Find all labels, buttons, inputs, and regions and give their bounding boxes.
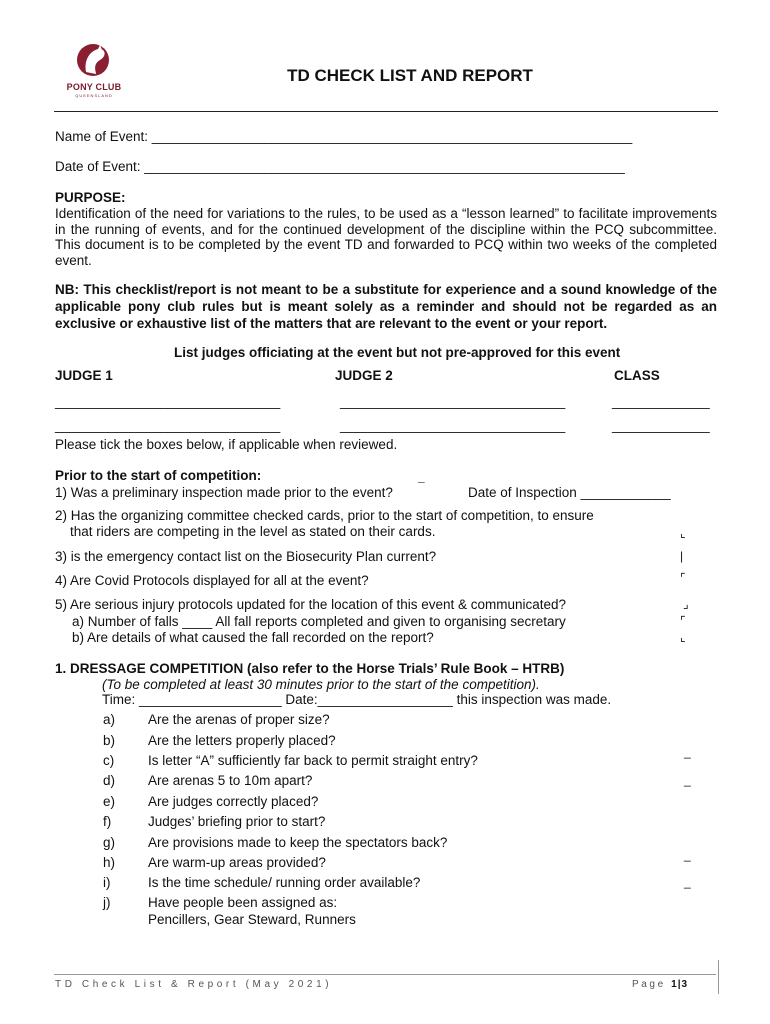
page-num: 1|3 (671, 979, 689, 990)
footer-divider (718, 960, 719, 994)
item-c-letter: c) (103, 753, 115, 768)
item-a-letter: a) (103, 712, 116, 727)
checkbox-q4[interactable]: ⌜ (680, 571, 686, 585)
judge1-field-2[interactable]: ______________________________ (55, 418, 281, 433)
page-label: Page (632, 979, 666, 990)
logo-sub: QUEENSLAND (75, 93, 113, 98)
page-title: TD CHECK LIST AND REPORT (287, 66, 533, 85)
checkbox-q1[interactable]: ¯ (418, 480, 425, 494)
judge2-field-2[interactable]: ______________________________ (340, 418, 566, 433)
page-number (632, 979, 688, 990)
question-4: 4) Are Covid Protocols displayed for all at the event? (55, 573, 369, 588)
checkbox-q2[interactable]: ⌞ (680, 526, 686, 540)
item-i-text: Is the time schedule/ running order available? (148, 875, 421, 890)
nb-notice: NB: This checklist/report is not meant to be a substitute for experience and a sound knowledge of the applicable pony club rules but is meant solely as a reminder and should not be regarded as an exclusive or exhaustive list of the matters that are relevant to the event or your report. (55, 282, 717, 331)
logo-name: PONY CLUB (66, 82, 122, 92)
item-e-text: Are judges correctly placed? (148, 794, 319, 809)
item-d-letter: d) (103, 773, 116, 788)
checkbox-h[interactable]: _ (684, 848, 691, 862)
checkbox-q5b[interactable]: ⌞ (680, 630, 686, 644)
item-g-text: Are provisions made to keep the spectators back? (148, 835, 448, 850)
judge1-header: JUDGE 1 (55, 368, 113, 383)
checkbox-q5a[interactable]: ⌜ (680, 614, 686, 628)
footer-document-title: TD Check List & Report (May 2021) (55, 979, 333, 990)
question-3: 3) is the emergency contact list on the Biosecurity Plan current? (55, 549, 437, 564)
judge2-header: JUDGE 2 (335, 368, 393, 383)
purpose-heading: PURPOSE: (55, 190, 126, 205)
date-of-event-field[interactable]: Date of Event: ________________________________________________________________ (55, 159, 625, 174)
checkbox-b[interactable]: _ (684, 745, 691, 759)
item-j-text: Have people been assigned as: (148, 895, 338, 910)
item-j-continuation: Pencillers, Gear Steward, Runners (148, 912, 356, 927)
class-header: CLASS (614, 368, 660, 383)
question-1: 1) Was a preliminary inspection made prior to the event? (55, 485, 393, 500)
item-c-text: Is letter “A” sufficiently far back to permit straight entry? (148, 753, 478, 768)
header-rule (54, 111, 718, 112)
tick-instruction: Please tick the boxes below, if applicable when reviewed. (55, 437, 398, 452)
footer-rule (54, 974, 716, 975)
dressage-note: (To be completed at least 30 minutes prior to the start of the competition). (102, 677, 540, 692)
question-5b: b) Are details of what caused the fall recorded on the report? (72, 630, 434, 645)
name-of-event-field[interactable]: Name of Event: ________________________________________________________________ (55, 129, 633, 144)
item-f-letter: f) (103, 814, 112, 829)
judge1-field-1[interactable]: ______________________________ (55, 394, 281, 409)
item-a-text: Are the arenas of proper size? (148, 712, 330, 727)
item-h-letter: h) (103, 855, 116, 870)
checkbox-q5[interactable]: ⌟ (683, 597, 689, 611)
question-5: 5) Are serious injury protocols updated for the location of this event & communicated? (55, 597, 567, 612)
item-d-text: Are arenas 5 to 10m apart? (148, 773, 313, 788)
judges-heading: List judges officiating at the event but not pre-approved for this event (174, 345, 621, 360)
item-g-letter: g) (103, 835, 116, 850)
inspection-date-field[interactable]: Date of Inspection ____________ (468, 485, 671, 500)
dressage-time-date-line[interactable]: Time: ___________________ Date:__________________ this inspection was made. (102, 692, 612, 707)
item-i-letter: i) (103, 875, 111, 890)
purpose-text: Identification of the need for variations to the rules, to be used as a “lesson learned” to facilitate improvements in the running of events, and for the continued development of the discipline within the PCQ subcommittee. This document is to be completed by the event TD and forwarded to PCQ within two weeks of the completed event. (55, 206, 717, 269)
item-f-text: Judges’ briefing prior to start? (148, 814, 326, 829)
item-j-letter: j) (103, 895, 111, 910)
checkbox-q3[interactable]: | (680, 549, 684, 563)
question-2-line1: 2) Has the organizing committee checked cards, prior to the start of competition, to ensure (55, 508, 594, 523)
checkbox-i[interactable]: _ (684, 875, 691, 889)
class-field-1[interactable]: _____________ (612, 394, 710, 409)
question-2-line2: that riders are competing in the level as stated on their cards. (70, 524, 436, 539)
item-b-letter: b) (103, 733, 116, 748)
prior-heading: Prior to the start of competition: (55, 468, 262, 483)
judge2-field-1[interactable]: ______________________________ (340, 394, 566, 409)
item-e-letter: e) (103, 794, 116, 809)
class-field-2[interactable]: _____________ (612, 418, 710, 433)
dressage-heading: 1. DRESSAGE COMPETITION (also refer to the Horse Trials’ Rule Book – HTRB) (55, 661, 565, 676)
item-h-text: Are warm-up areas provided? (148, 855, 326, 870)
checkbox-d[interactable]: _ (684, 773, 691, 787)
question-5a: a) Number of falls ____ All fall reports completed and given to organising secretary (72, 614, 566, 629)
item-b-text: Are the letters properly placed? (148, 733, 336, 748)
